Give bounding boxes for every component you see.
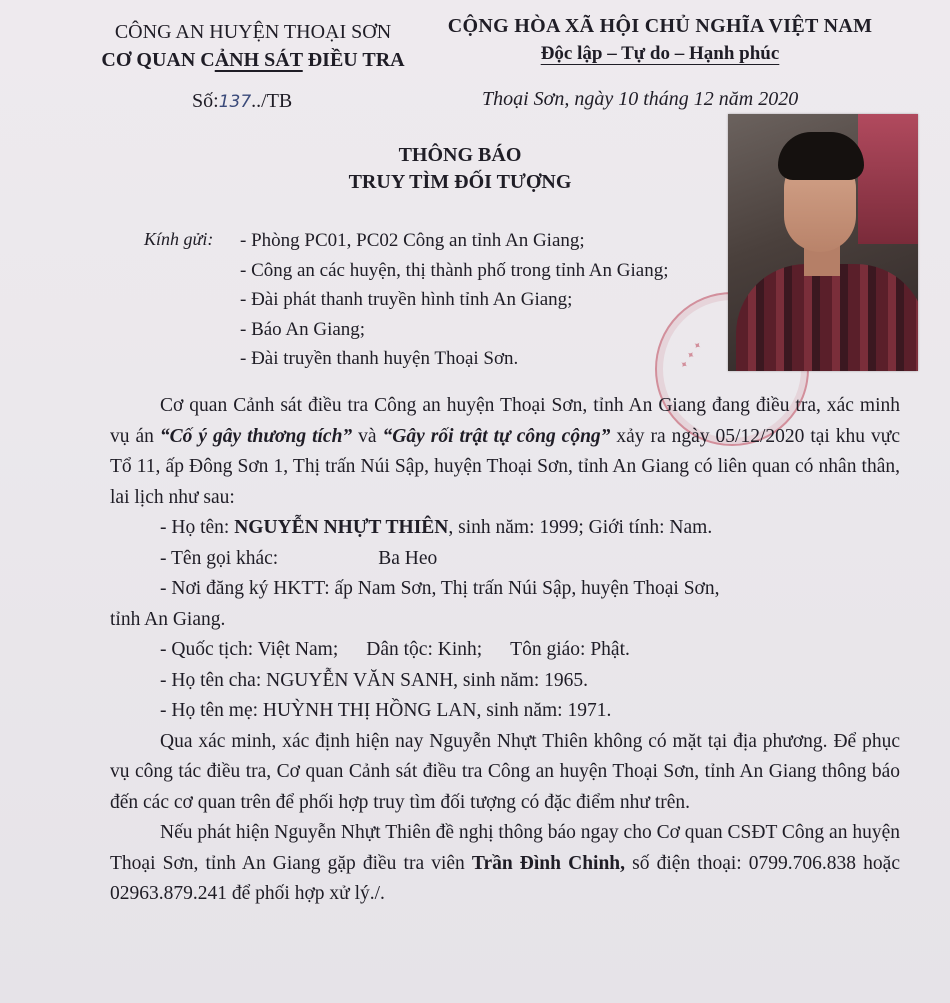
date-place: Thoại Sơn, ngày 10 tháng 12 năm 2020 (482, 88, 799, 110)
suspect-name: NGUYỄN NHỰT THIÊN (234, 517, 449, 538)
suspect-name-line: - Họ tên: NGUYỄN NHỰT THIÊN, sinh năm: 1999; Giới tính: Nam. (160, 517, 713, 538)
recipient-item: - Đài phát thanh truyền hình tỉnh An Giang; (240, 289, 573, 310)
recipients-list (240, 226, 668, 374)
recipient-item: - Công an các huyện, thị thành phố trong tỉnh An Giang; (240, 259, 669, 281)
alias-value: Ba Heo (378, 547, 438, 569)
recipients-label: Kính gửi: (144, 229, 214, 249)
title-line-1: THÔNG BÁO (398, 144, 522, 166)
handwritten-number: 137 (218, 92, 252, 112)
case-name-1: “Cố ý gây thương tích” (159, 425, 353, 447)
verification-paragraph: Qua xác minh, xác định hiện nay Nguyễn Nhựt Thiên không có mặt tại địa phương. Để phục vụ công tác điều tra, Cơ quan Cảnh sát điều tra Công an huyện Thoại Sơn, tỉnh An Giang thông báo đến các cơ quan trên để phối hợp truy tìm đối tượng có đặc điểm như trên. (110, 730, 900, 813)
father-line: - Họ tên cha: NGUYỄN VĂN SANH, sinh năm: 1965. (160, 669, 589, 691)
document-title (300, 142, 620, 196)
case-name-2: “Gây rối trật tự công cộng” (382, 425, 611, 447)
national-header (430, 12, 890, 68)
suspect-portrait-photo (728, 114, 918, 371)
alias-line: - Tên gọi khác: Ba Heo (160, 547, 438, 569)
agency-name: CÔNG AN HUYỆN THOẠI SƠN (114, 21, 392, 43)
seal-text-icon: ✦ ✦ ✦ (678, 339, 706, 372)
recipient-item: - Phòng PC01, PC02 Công an tỉnh An Giang; (240, 230, 585, 251)
intro-paragraph: Cơ quan Cảnh sát điều tra Công an huyện Thoại Sơn, tỉnh An Giang đang điều tra, xác minh vụ án “Cố ý gây thương tích” và “Gây rối trật tự công cộng” xảy ra ngày 05/12/2020 tại khu vực Tổ 11, ấp Đông Sơn 1, Thị trấn Núi Sập, huyện Thoại Sơn, tỉnh An Giang có liên quan có nhân thân, lai lịch như sau: (110, 395, 900, 508)
document-number: Số:137../TB (192, 90, 293, 112)
agency-department: CƠ QUAN CẢNH SÁT ĐIỀU TRA (101, 49, 405, 71)
recipient-item: - Báo An Giang; (240, 318, 366, 340)
national-motto: Độc lập – Tự do – Hạnh phúc (540, 43, 780, 64)
nationality-line: - Quốc tịch: Việt Nam; Dân tộc: Kinh; Tôn giáo: Phật. (160, 639, 630, 660)
contact-paragraph: Nếu phát hiện Nguyễn Nhựt Thiên đề nghị thông báo ngay cho Cơ quan CSĐT Công an huyện Thoại Sơn, tỉnh An Giang gặp điều tra viên Trần Đình Chinh, số điện thoại: 0799.706.838 hoặc 02963.879.241 để phối hợp xử lý./. (110, 822, 900, 904)
agency-header (88, 18, 418, 74)
investigator-name: Trần Đình Chinh, (471, 852, 626, 874)
title-line-2: TRUY TÌM ĐỐI TƯỢNG (348, 171, 572, 193)
recipient-item: - Đài truyền thanh huyện Thoại Sơn. (240, 348, 519, 369)
residence-line-cont: tỉnh An Giang. (110, 608, 226, 630)
residence-line: - Nơi đăng ký HKTT: ấp Nam Sơn, Thị trấn Núi Sập, huyện Thoại Sơn, (160, 578, 720, 599)
notice-body (110, 391, 900, 910)
mother-line: - Họ tên mẹ: HUỲNH THỊ HỒNG LAN, sinh năm: 1971. (160, 700, 612, 721)
national-title: CỘNG HÒA XÃ HỘI CHỦ NGHĨA VIỆT NAM (447, 15, 873, 37)
